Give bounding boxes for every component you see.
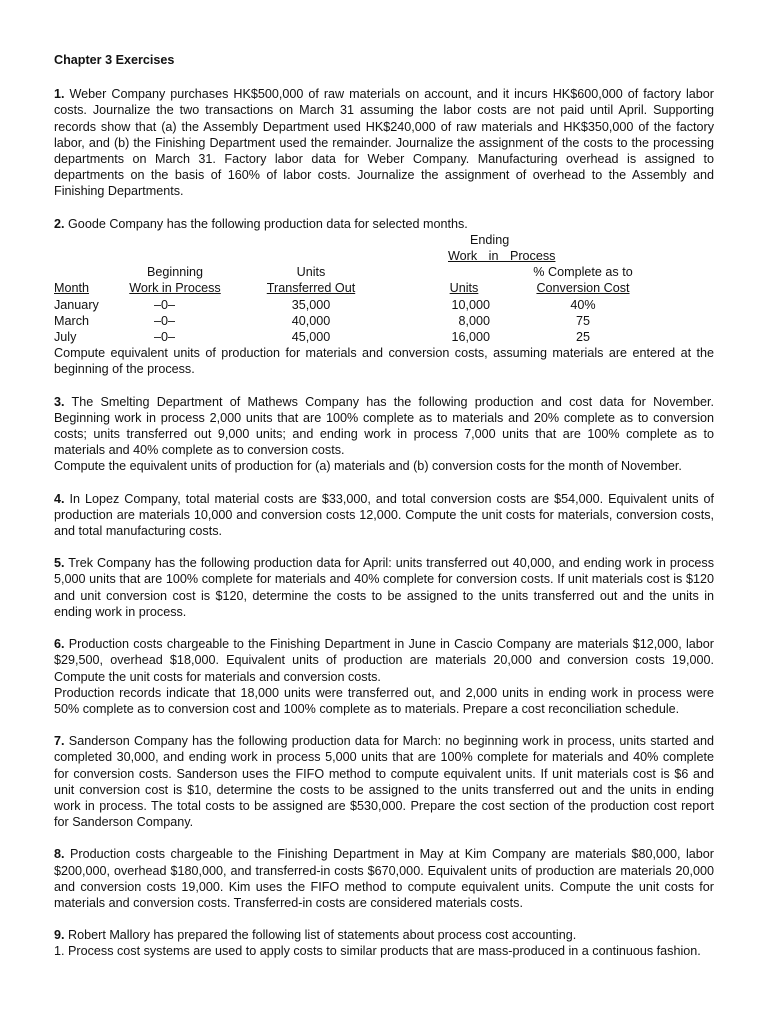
exercise-number: 9.	[54, 928, 65, 943]
cell-month: July	[54, 330, 77, 345]
production-data-table	[54, 232, 714, 345]
cell-transferred: 35,000	[291, 297, 331, 312]
exercise-number: 3.	[54, 394, 65, 409]
header-units: Units	[449, 281, 479, 296]
exercise-number: 5.	[54, 556, 65, 571]
exercise-1	[54, 86, 714, 199]
cell-units: 10,000	[451, 297, 490, 312]
cell-complete: 25	[575, 330, 590, 345]
exercise-7	[54, 733, 714, 830]
cell-units: 8,000	[458, 313, 490, 328]
exercise-2-intro	[54, 216, 714, 232]
exercise-4	[54, 491, 714, 540]
exercise-text: Trek Company has the following production data for April: units transferred out 40,000, and ending work in process 5,000 units that are 100% complete for materials and 40% complete for conversion costs. If unit materials cost is $120 and unit conversion cost is $120, determine the costs to be assigned to the units transferred out and the units in ending work in process.	[54, 556, 714, 619]
chapter-title: Chapter 3 Exercises	[54, 53, 175, 67]
exercise-6	[54, 636, 714, 685]
cell-transferred: 45,000	[291, 330, 331, 345]
cell-beginning: –0–	[154, 297, 176, 312]
cell-beginning: –0–	[154, 330, 176, 345]
ending-wip-label-1: Ending	[470, 232, 510, 247]
exercise-text: Robert Mallory has prepared the following list of statements about process cost accounting.	[68, 928, 577, 943]
table-row	[54, 297, 714, 313]
exercise-8	[54, 846, 714, 911]
table-header-row	[54, 280, 714, 296]
exercise-text: Production costs chargeable to the Finishing Department in May at Kim Company are materials $80,000, labor $200,000, overhead $180,000, and transferred-in costs $670,000. Equivalent units of production are materials 20,000 and conversion costs 19,000. Kim uses the FIFO method to compute equivalent units. Compute the unit costs for materials and conversion costs. Transferred-in costs are considered materials costs.	[54, 847, 714, 910]
header-beginning-2: Work in Process	[129, 281, 221, 296]
exercise-text: Sanderson Company has the following production data for March: no beginning work in process, units started and completed 30,000, and ending work in process 5,000 units that are 100% complete for materials and 40% complete for conversion costs. Sanderson uses the FIFO method to compute equivalent units. If unit materials cost is $6 and unit conversion cost is $10, determine the costs to be assigned to the units transferred out and the units in ending work in process. The total costs to be assigned are $530,000. Prepare the cost section of the production cost report for Sanderson Company.	[54, 734, 715, 830]
header-transferred-1: Units	[296, 265, 326, 280]
exercise-number: 2.	[54, 216, 65, 231]
header-complete-1: % Complete as to	[533, 265, 633, 280]
exercise-number: 8.	[54, 847, 65, 862]
header-month: Month	[54, 281, 90, 296]
table-group-header-row	[54, 232, 714, 248]
exercise-number: 4.	[54, 491, 65, 506]
exercise-2-question: Compute equivalent units of production for materials and conversion costs, assuming materials are entered at the beginning of the process.	[54, 346, 714, 377]
cell-transferred: 40,000	[291, 313, 331, 328]
header-transferred-2: Transferred Out	[266, 281, 356, 296]
header-complete-2: Conversion Cost	[536, 281, 630, 296]
exercise-3-question: Compute the equivalent units of production for (a) materials and (b) conversion costs for the month of November.	[54, 459, 682, 474]
cell-month: March	[54, 313, 89, 328]
table-group-header-row	[54, 248, 714, 264]
ending-wip-label-2: Work in Process	[448, 249, 556, 264]
document-page	[54, 52, 714, 960]
exercise-text: Goode Company has the following production data for selected months.	[68, 216, 468, 231]
exercise-number: 7.	[54, 734, 65, 749]
exercise-number: 6.	[54, 637, 65, 652]
exercise-6-continued: Production records indicate that 18,000 units were transferred out, and 2,000 units in ending work in process were 50% complete as to conversion cost and 100% complete as to materials. Prepare a cost reconciliation schedule.	[54, 685, 714, 716]
cell-complete: 40%	[570, 297, 596, 312]
table-header-row	[54, 264, 714, 280]
cell-beginning: –0–	[154, 313, 176, 328]
exercise-9	[54, 927, 714, 943]
exercise-9-item-1: 1. Process cost systems are used to apply costs to similar products that are mass-produced in a continuous fashion.	[54, 944, 701, 959]
exercise-number: 1.	[54, 87, 65, 102]
exercise-text: Weber Company purchases HK$500,000 of raw materials on account, and it incurs HK$600,000 of factory labor costs. Journalize the two transactions on March 31 assuming the labor costs are not paid until April. Supporting records show that (a) the Assembly Department used HK$240,000 of raw materials and HK$350,000 of the factory labor, and (b) the Finishing Department used the remainder. Journalize the assignment of the costs to the processing departments on March 31. Factory labor data for Weber Company. Manufacturing overhead is assigned to departments on the basis of 160% of labor costs. Journalize the assignment of overhead to the Assembly and Finishing Departments.	[54, 87, 714, 199]
table-row	[54, 329, 714, 345]
exercise-3	[54, 394, 714, 459]
cell-month: January	[54, 297, 99, 312]
exercise-text: In Lopez Company, total material costs are $33,000, and total conversion costs are $54,000. Equivalent units of production are materials 10,000 and conversion costs 12,000. Compute the unit costs for materials, conversion costs, and total manufacturing costs.	[54, 491, 714, 539]
cell-units: 16,000	[451, 330, 490, 345]
exercise-text: The Smelting Department of Mathews Company has the following production and cost data for November. Beginning work in process 2,000 units that are 100% complete as to materials and 20% complete as to conversion costs; units transferred out 9,000 units; and ending work in process 7,000 units that are 100% complete as to materials and 40% complete as to conversion costs.	[54, 394, 714, 458]
header-beginning-1: Beginning	[146, 265, 204, 280]
exercise-5	[54, 555, 714, 620]
exercise-text: Production costs chargeable to the Finishing Department in June in Cascio Company are materials $12,000, labor $29,500, overhead $18,000. Equivalent units of production are materials 20,000 and conversion costs 19,000. Compute the unit costs for materials and conversion costs.	[54, 637, 714, 684]
cell-complete: 75	[575, 313, 590, 328]
table-row	[54, 313, 714, 329]
